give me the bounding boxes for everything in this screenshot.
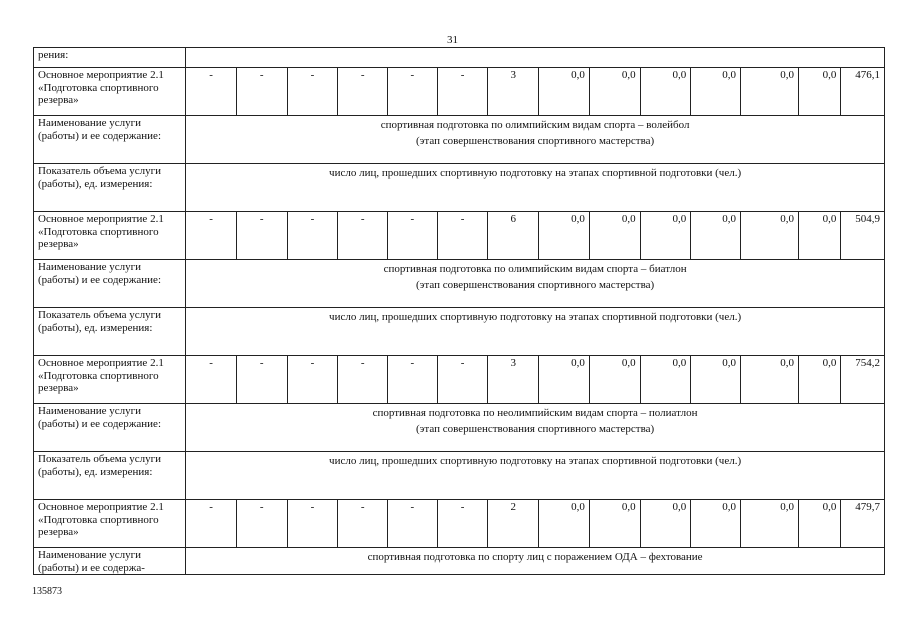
value-cell: 0,0 (589, 500, 640, 548)
table-row (34, 164, 885, 212)
count-cell: 6 (488, 212, 539, 260)
description-cell (186, 548, 885, 575)
dash-cell: - (287, 500, 338, 548)
dash-cell: - (388, 356, 438, 404)
value-cell: 0,0 (640, 356, 691, 404)
table-row (34, 548, 885, 575)
table-row (34, 260, 885, 308)
description-line: спортивная подготовка по неолимпийским видам спорта – полиатлон (372, 407, 698, 419)
dash-cell: - (186, 68, 237, 116)
total-cell: 754,2 (841, 356, 885, 404)
value-cell: 0,0 (691, 500, 741, 548)
value-cell: 0,0 (798, 68, 840, 116)
row-label: Показатель объема услуги (работы), ед. измерения: (34, 308, 186, 356)
dash-cell: - (338, 212, 388, 260)
dash-cell: - (437, 500, 488, 548)
table-row (34, 68, 885, 116)
value-cell: 0,0 (798, 500, 840, 548)
value-cell: 0,0 (539, 212, 590, 260)
dash-cell: - (287, 68, 338, 116)
row-label: Основное мероприятие 2.1 «Подготовка спортивного резерва» (34, 212, 186, 260)
description-line: спортивная подготовка по олимпийским видам спорта – волейбол (380, 119, 690, 131)
dash-cell: - (338, 500, 388, 548)
value-cell: 0,0 (640, 212, 691, 260)
dash-cell: - (338, 356, 388, 404)
dash-cell: - (287, 212, 338, 260)
dash-cell: - (388, 212, 438, 260)
dash-cell: - (287, 356, 338, 404)
description-cell (186, 260, 885, 308)
value-cell: 0,0 (589, 68, 640, 116)
dash-cell: - (437, 356, 488, 404)
row-label: Основное мероприятие 2.1 «Подготовка спортивного резерва» (34, 500, 186, 548)
value-cell: 0,0 (740, 68, 798, 116)
value-cell: 0,0 (798, 356, 840, 404)
dash-cell: - (236, 356, 287, 404)
value-cell: 0,0 (740, 500, 798, 548)
value-cell: 0,0 (589, 356, 640, 404)
value-cell: 0,0 (589, 212, 640, 260)
dash-cell: - (388, 500, 438, 548)
description-line: (этап совершенствования спортивного мастерства) (416, 134, 655, 147)
table-row (34, 308, 885, 356)
row-label: рения: (34, 48, 186, 68)
description-line: число лиц, прошедших спортивную подготовку на этапах спортивной подготовки (чел.) (329, 455, 742, 467)
dash-cell: - (388, 68, 438, 116)
description-cell (186, 164, 885, 212)
total-cell: 479,7 (841, 500, 885, 548)
document-code: 135873 (32, 586, 62, 597)
description-line: (этап совершенствования спортивного мастерства) (416, 422, 655, 435)
total-cell: 504,9 (841, 212, 885, 260)
dash-cell: - (186, 212, 237, 260)
value-cell: 0,0 (539, 68, 590, 116)
value-cell: 0,0 (640, 500, 691, 548)
program-table (33, 47, 885, 575)
value-cell: 0,0 (691, 356, 741, 404)
dash-cell: - (437, 212, 488, 260)
count-cell: 3 (488, 356, 539, 404)
description-cell (186, 452, 885, 500)
page-number: 31 (447, 34, 458, 46)
description-line: спортивная подготовка по спорту лиц с поражением ОДА – фехтование (367, 551, 703, 563)
value-cell: 0,0 (691, 212, 741, 260)
dash-cell: - (186, 356, 237, 404)
row-label: Наименование услуги (работы) и ее содержание: (34, 116, 186, 164)
empty-cell (186, 48, 885, 68)
value-cell: 0,0 (640, 68, 691, 116)
description-line: число лиц, прошедших спортивную подготовку на этапах спортивной подготовки (чел.) (329, 311, 742, 323)
value-cell: 0,0 (740, 212, 798, 260)
value-cell: 0,0 (740, 356, 798, 404)
row-label: Основное мероприятие 2.1 «Подготовка спортивного резерва» (34, 356, 186, 404)
row-label: Показатель объема услуги (работы), ед. измерения: (34, 164, 186, 212)
description-cell (186, 116, 885, 164)
dash-cell: - (236, 68, 287, 116)
table-row (34, 116, 885, 164)
table-row (34, 500, 885, 548)
dash-cell: - (236, 212, 287, 260)
row-label: Показатель объема услуги (работы), ед. измерения: (34, 452, 186, 500)
table-row (34, 404, 885, 452)
count-cell: 2 (488, 500, 539, 548)
row-label: Наименование услуги (работы) и ее содержание: (34, 404, 186, 452)
dash-cell: - (338, 68, 388, 116)
value-cell: 0,0 (798, 212, 840, 260)
table-row (34, 212, 885, 260)
value-cell: 0,0 (539, 500, 590, 548)
table-row (34, 356, 885, 404)
table-row (34, 452, 885, 500)
dash-cell: - (236, 500, 287, 548)
value-cell: 0,0 (691, 68, 741, 116)
dash-cell: - (437, 68, 488, 116)
table-row (34, 48, 885, 68)
row-label: Наименование услуги (работы) и ее содержание: (34, 260, 186, 308)
row-label: Основное мероприятие 2.1 «Подготовка спортивного резерва» (34, 68, 186, 116)
row-label: Наименование услуги (работы) и ее содержа- (34, 548, 186, 575)
description-line: число лиц, прошедших спортивную подготовку на этапах спортивной подготовки (чел.) (329, 167, 742, 179)
value-cell: 0,0 (539, 356, 590, 404)
description-cell (186, 308, 885, 356)
total-cell: 476,1 (841, 68, 885, 116)
description-cell (186, 404, 885, 452)
description-line: (этап совершенствования спортивного мастерства) (416, 278, 655, 291)
dash-cell: - (186, 500, 237, 548)
count-cell: 3 (488, 68, 539, 116)
description-line: спортивная подготовка по олимпийским видам спорта – биатлон (383, 263, 687, 275)
